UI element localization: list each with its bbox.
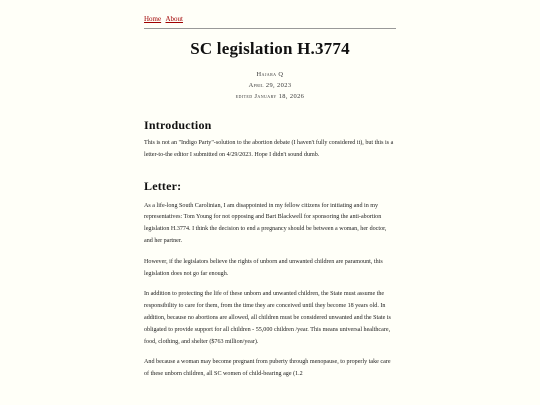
letter-paragraph: In addition to protecting the life of these unborn and unwanted children, the State must assume the responsibility to care for them, from the time they are conceived until they become 18 years old. In addition, because no abortions are allowed, all children must be considered unwanted and the State is obligated to provide support for all children - 55,000 children /year. This means universal healthcare, food, clothing, and shelter ($763 million/year). <box>144 291 391 345</box>
letter-paragraph: As a life-long South Carolinian, I am disappointed in my fellow citizens for initiating and in my representatives: Tom Young for not opposing and Bart Blackwell for sponsoring the anti-abortion legislation H.3774. I think the decision to end a pregnancy should be between a woman, her doctor, and her partner. <box>144 202 387 244</box>
nav-link-about[interactable]: About <box>165 15 183 23</box>
intro-section <box>144 118 396 162</box>
letter-heading: Letter: <box>144 178 182 193</box>
post-date: April 29, 2023 <box>248 82 292 89</box>
letter-section <box>144 179 396 381</box>
post-page <box>144 0 396 390</box>
nav-link-home[interactable]: Home <box>144 15 162 23</box>
top-nav <box>144 15 396 29</box>
post-meta <box>144 69 396 102</box>
post-edited-date: edited January 18, 2026 <box>235 93 305 100</box>
letter-paragraph: And because a woman may become pregnant from puberty through menopause, to properly take care of these unborn children, all SC women of child-bearing age (1.2 <box>144 359 391 378</box>
intro-paragraph: This is not an "Indigo Party"-solution to the abortion debate (I haven't fully considered it), but this is a letter-to-the editor I submitted on 4/29/2023. Hope I didn't sound dumb. <box>144 140 394 158</box>
letter-paragraph: However, if the legislators believe the rights of unborn and unwanted children are paramount, this legislation does not go far enough. <box>144 258 383 277</box>
post-author: Hajara Q <box>256 71 284 78</box>
intro-heading: Introduction <box>144 118 212 132</box>
page-title: SC legislation H.3774 <box>190 39 350 58</box>
